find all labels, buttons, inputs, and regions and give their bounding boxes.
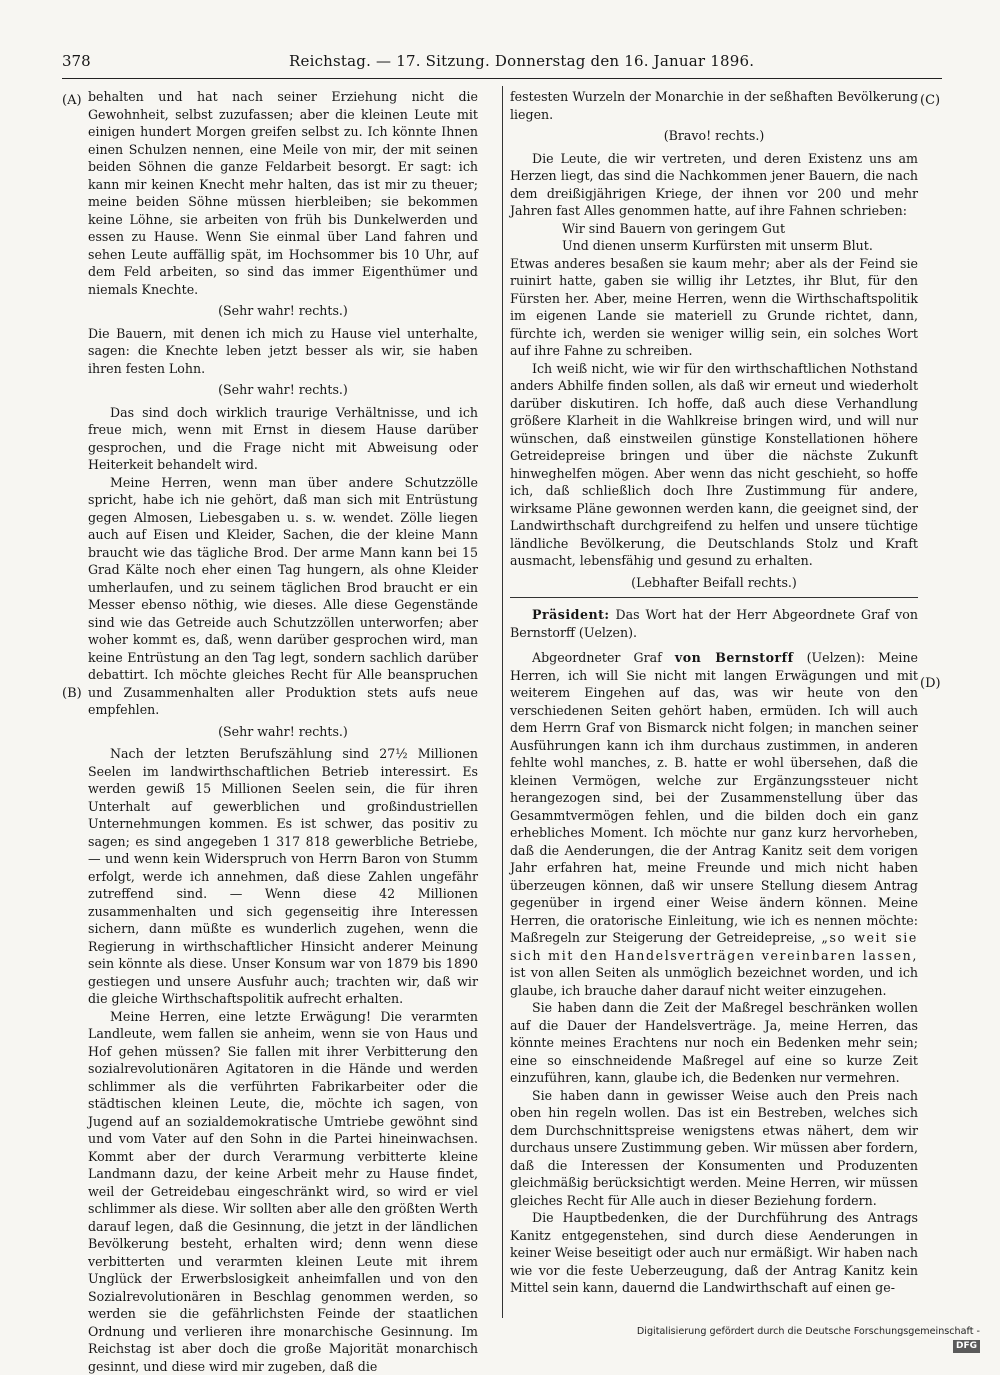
quoted-text: „so weit sie sich mit den Handelsverträgen vereinbaren lassen,: [510, 930, 918, 963]
digitization-footer: [620, 1325, 980, 1353]
paragraph: Ich weiß nicht, wie wir für den wirthschaftlichen Nothstand anders Abhilfe finden sollen, als daß wir erneut und wiederholt darüber diskutiren. Ich hoffe, daß auch diese Verhandlung größere Klarheit in die Wahlkreise bringen wird, und will nur wünschen, daß einstweilen günstige Konstellationen höhere Getreidepreise bringen und über die nächste Zukunft hinweghelfen mögen. Aber wenn das nicht geschieht, so hoffe ich, daß schließlich doch Ihre Zustimmung für andere, wirksame Pläne gewonnen werden kann, die geeignet sind, der Landwirthschaft durchgreifend zu helfen und unsere tüchtige ländliche Bevölkerung, die Deutschlands Stolz und Kraft ausmacht, lebensfähig und gesund zu erhalten.: [510, 360, 918, 570]
paragraph: Etwas anderes besaßen sie kaum mehr; aber als der Feind sie ruinirt hatte, gaben sie willig ihr Letztes, ihr Blut, für den Fürsten her. Aber, meine Herren, wenn die Wirthschaftspolitik im eigenen Lande sie materiell zu Grunde richtet, dann, fürchte ich, werden sie weniger willig sein, ein solches Wort auf ihre Fahne zu schreiben.: [510, 255, 918, 360]
speaker-prefix: Abgeordneter Graf: [532, 650, 662, 665]
speech-paragraph: [510, 649, 918, 999]
footer-text: Digitalisierung gefördert durch die Deutsche Forschungsgemeinschaft -: [637, 1326, 980, 1337]
paragraph: behalten und hat nach seiner Erziehung nicht die Gewohnheit, selbst zuzufassen; aber die kleinen Leute mit einigen hundert Morgen greifen selbst zu. Ich könnte Ihnen einen Schulzen nennen, eine Meile von mir, der mit seinen beiden Söhnen die ganze Feldarbeit besorgt. Er sagt: ich kann mir keinen Knecht mehr halten, das ist mir zu theuer; meine beiden Söhne müssen hierbleiben; sie bekommen keine Löhne, sie arbeiten von früh bis Dunkelwerden und essen zu Hause. Wenn Sie einmal über Land fahren und sehen Leute auffällig spät, im Hochsommer bis 10 Uhr, auf dem Feld arbeiten, so sind das immer Eigenthümer und niemals Knechte.: [88, 88, 478, 298]
section-separator: [510, 597, 918, 598]
right-column: [510, 88, 918, 1297]
speaker-name: von Bernstorff: [675, 650, 794, 665]
margin-marker-a: (A): [62, 93, 82, 109]
speaker-label: Präsident:: [532, 607, 610, 622]
spacer: [510, 641, 918, 649]
page-number: 378: [62, 50, 91, 72]
dfg-logo: DFG: [953, 1340, 980, 1353]
paragraph: Meine Herren, wenn man über andere Schutzzölle spricht, habe ich nie gehört, daß man sich mit Entrüstung gegen Almosen, Liebesgaben u. s. w. wendet. Zölle liegen auch auf Eisen und Kleider, Sachen, die der kleine Mann braucht wie das tägliche Brod. Der arme Mann kann bei 15 Grad Kälte noch eher einen Tag hungern, als ohne Kleider umherlaufen, und zu seinem täglichen Brod braucht er ein Messer ebenso nöthig, wie dieses. Alle diese Gegenstände sind wie das Getreide auch Schutzzöllen unterworfen; aber woher kommt es, daß, wenn darüber gesprochen wird, man keine Entrüstung an den Tag legt, sondern sachlich darüber debattirt. Ich möchte gleiches Recht für Alle beanspruchen und Zusammenhalten aller Produktion stets aufs neue empfehlen.: [88, 474, 478, 719]
paragraph: Nach der letzten Berufszählung sind 27½ Millionen Seelen im landwirthschaftlichen Betrieb interessirt. Es werden gewiß 15 Millionen Seelen sein, die für ihren Unterhalt auf gewerblichen und großindustriellen Unternehmungen kommen. Es ist schwer, das positiv zu sagen; es sind angegeben 1 317 818 gewerbliche Betriebe, — und wenn kein Widerspruch von Herrn Baron von Stumm erfolgt, werde ich annehmen, daß diese Zahlen ungefähr zutreffend sind. — Wenn diese 42 Millionen zusammenhalten und sich gegenseitig ihre Interessen sichern, dann müßte es wunderlich zugehen, wenn die Regierung in wirthschaftlicher Hinsicht anderer Meinung sein könnte als diese. Unser Konsum war von 1879 bis 1890 gestiegen und unsere Ausfuhr auch; trachten wir, daß wir die gleiche Wirthschaftspolitik aufrecht erhalten.: [88, 745, 478, 1008]
interjection: (Sehr wahr! rechts.): [88, 381, 478, 399]
margin-marker-d: (D): [920, 676, 941, 692]
interjection: (Bravo! rechts.): [510, 127, 918, 145]
interjection: (Lebhafter Beifall rechts.): [510, 574, 918, 592]
margin-marker-b: (B): [62, 686, 82, 702]
paragraph: Die Hauptbedenken, die der Durchführung des Antrags Kanitz entgegenstehen, sind durch diese Aenderungen in keiner Weise beseitigt oder auch nur ermäßigt. Wir haben nach wie vor die feste Ueberzeugung, daß der Antrag Kanitz kein Mittel sein kann, dauernd die Landwirthschaft auf einen ge-: [510, 1209, 918, 1297]
header-rule: [62, 78, 942, 79]
paragraph: Die Leute, die wir vertreten, und deren Existenz uns am Herzen liegt, das sind die Nachkommen jener Bauern, die nach dem dreißigjährigen Kriege, der ihnen vor 200 und mehr Jahren fast Alles genommen hatte, auf ihre Fahnen schrieben:: [510, 150, 918, 220]
speech-text: ist von allen Seiten als unmöglich bezeichnet worden, und ich glaube, ich brauche daher darauf nicht weiter einzugehen.: [510, 965, 918, 998]
paragraph: festesten Wurzeln der Monarchie in der seßhaften Bevölkerung liegen.: [510, 88, 918, 123]
left-column: [88, 88, 478, 1375]
verse-line: Und dienen unserm Kurfürsten mit unserm Blut.: [510, 237, 918, 255]
president-remark: [510, 606, 918, 641]
president-text: Das Wort hat der Herr Abgeordnete Graf von Bernstorff (Uelzen).: [510, 607, 918, 640]
paragraph: Meine Herren, eine letzte Erwägung! Die verarmten Landleute, wem fallen sie anheim, wenn sie von Haus und Hof gehen müssen? Sie fallen mit ihrer Verbitterung den sozialrevolutionären Agitatoren in die Hände und werden schlimmer als die verführten Fabrikarbeiter oder die städtischen kleinen Leute, die, möchte ich sagen, von Jugend auf an sozialdemokratische Umtriebe gewöhnt sind und vom Vater auf den Sohn in die Partei hineinwachsen. Kommt aber der durch Verarmung verbitterte kleine Landmann dazu, der keine Arbeit mehr zu Hause findet, weil der Getreidebau eingeschränkt wird, so wird er viel schlimmer als diese. Wir sollten aber alle den größten Werth darauf legen, daß die Gesinnung, die jetzt in der ländlichen Bevölkerung besteht, erhalten wird; denn wenn diese verbitterten und verarmten kleinen Leute mit ihrem Unglück der Erwerbslosigkeit anheimfallen und von den Sozialrevolutionären in Beschlag genommen werden, so werden sie die gefährlichsten Feinde der staatlichen Ordnung und verlieren ihre monarchische Gesinnung. Im Reichstag ist aber doch die große Majorität monarchisch gesinnt, und diese wird mir zugeben, daß die: [88, 1008, 478, 1375]
interjection: (Sehr wahr! rechts.): [88, 302, 478, 320]
paragraph: Sie haben dann die Zeit der Maßregel beschränken wollen auf die Dauer der Handelsverträge. Ja, meine Herren, das könnte meines Erachtens nur noch ein Bedenken mehr sein; eine so einschneidende Maßregel auf eine so kurze Zeit einzuführen, kann, glaube ich, die Bedenken nur vermehren.: [510, 999, 918, 1087]
verse-line: Wir sind Bauern von geringem Gut: [510, 220, 918, 238]
paragraph: Das sind doch wirklich traurige Verhältnisse, und ich freue mich, wenn mit Ernst in diesem Hause darüber gesprochen, und die Frage nicht mit Abweisung oder Heiterkeit behandelt wird.: [88, 404, 478, 474]
paragraph: Sie haben dann in gewisser Weise auch den Preis nach oben hin regeln wollen. Das ist ein Bestreben, welches sich dem Durchschnittspreise wenigstens etwas nähert, dem wir durchaus unsere Zustimmung geben. Wir müssen aber fordern, daß die Interessen der Konsumenten und Produzenten gleichmäßig berücksichtigt werden. Meine Herren, wir müssen gleiches Recht für Alle auch in dieser Beziehung fordern.: [510, 1087, 918, 1210]
margin-marker-c: (C): [920, 93, 940, 109]
paragraph: Die Bauern, mit denen ich mich zu Hause viel unterhalte, sagen: die Knechte leben jetzt besser als wir, sie haben ihren festen Lohn.: [88, 325, 478, 378]
speech-text: (Uelzen): Meine Herren, ich will Sie nicht mit langen Erwägungen und mit weiterem Eingehen auf das, was wir heute von den verschiedenen Seiten gehört haben, ermüden. Ich will auch dem Herrn Graf von Bismarck nicht folgen; in manchen seiner Ausführungen kann ich ihm durchaus zustimmen, in anderen fehlte wohl manches, z. B. hatte er wohl übersehen, daß die kleinen Vermögen, welche zur Ergänzungssteuer nicht herangezogen sind, bei der Zusammenstellung über das Gesammtvermögen fehlen, und die bilden doch ein ganz erhebliches Moment. Ich möchte nur ganz kurz hervorheben, daß die Aenderungen, die der Antrag Kanitz seit dem vorigen Jahr erfahren hat, meine Freunde und mich nicht haben überzeugen können, daß wir unsere Stellung diesem Antrag gegenüber in irgend einer Weise ändern können. Meine Herren, die oratorische Einleitung, wie ich es nennen möchte: Maßregeln zur Steigerung der Getreidepreise,: [510, 650, 918, 945]
interjection: (Sehr wahr! rechts.): [88, 723, 478, 741]
column-divider: [502, 86, 503, 1318]
running-title: Reichstag. — 17. Sitzung. Donnerstag den 16. Januar 1896.: [289, 50, 754, 72]
page-header: [62, 50, 942, 72]
